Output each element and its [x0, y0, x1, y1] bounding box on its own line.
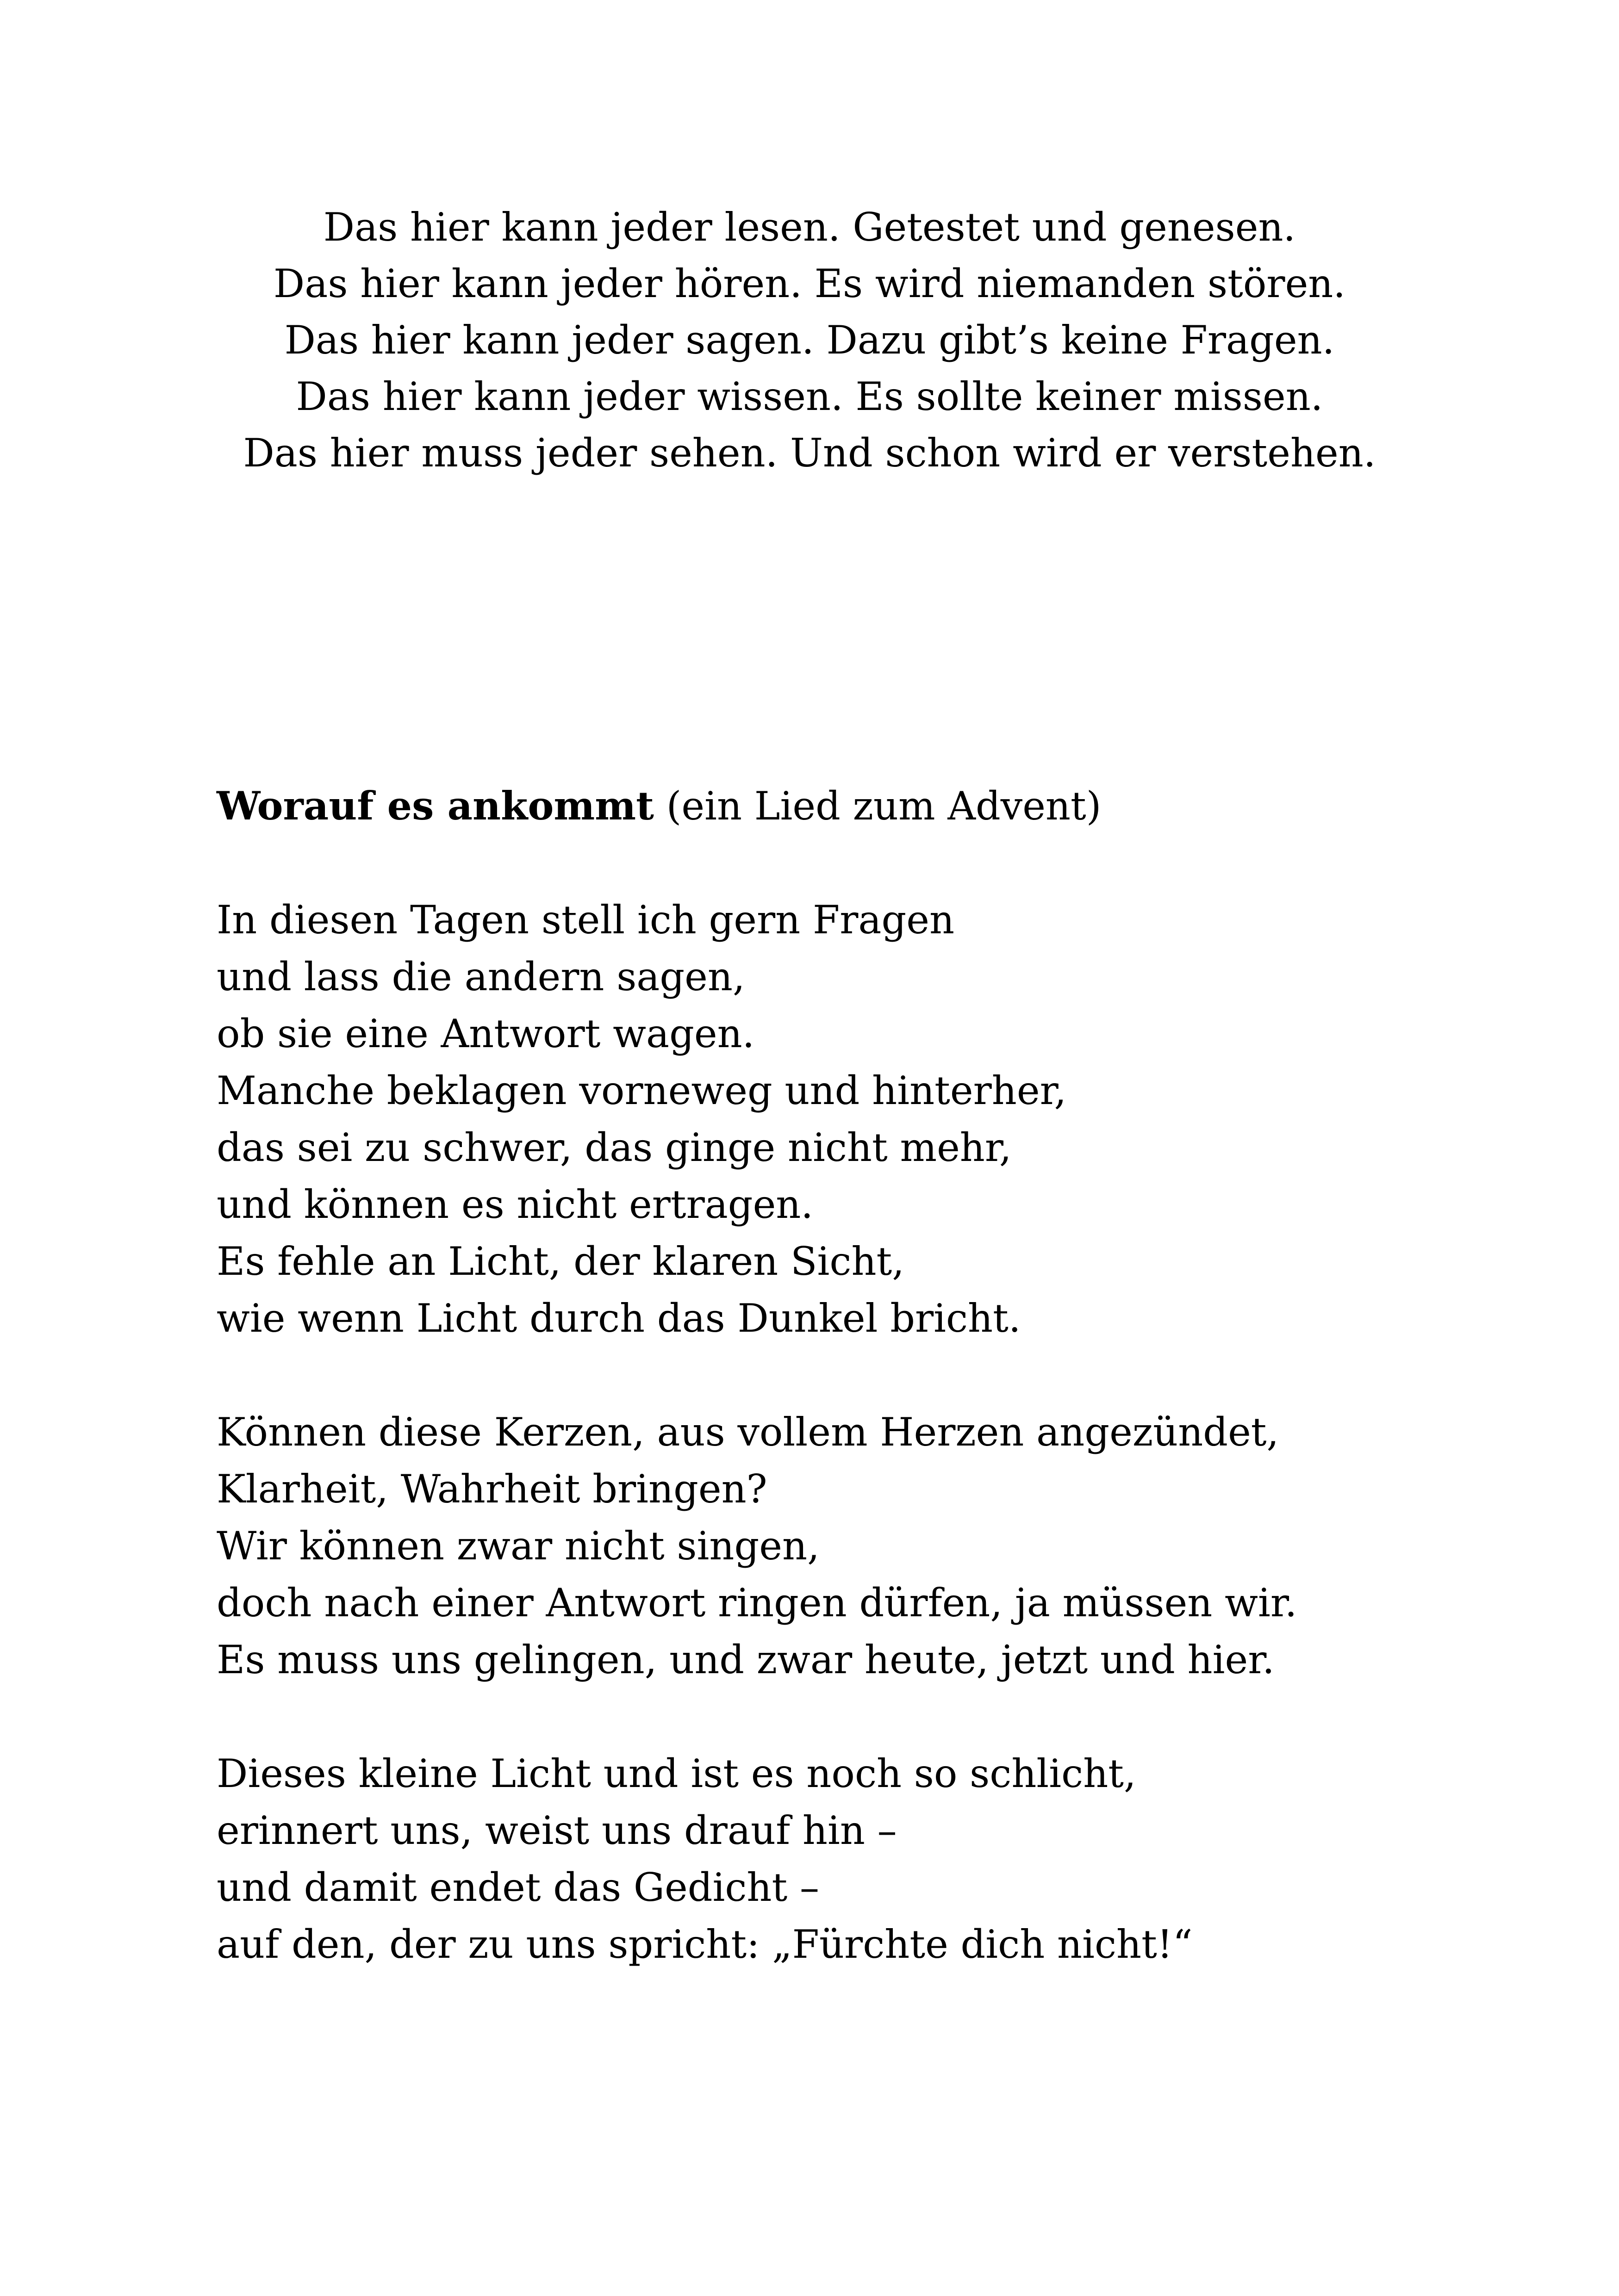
- poem-line: Dieses kleine Licht und ist es noch so schlicht,: [217, 1751, 1136, 1796]
- poem-line: das sei zu schwer, das ginge nicht mehr,: [217, 1125, 1012, 1170]
- poem-line: Es muss uns gelingen, und zwar heute, jetzt und hier.: [217, 1637, 1275, 1682]
- intro-line: Das hier kann jeder sagen. Dazu gibt’s keine Fragen.: [284, 317, 1335, 363]
- poem-line: erinnert uns, weist uns drauf hin –: [217, 1808, 897, 1853]
- intro-line: Das hier kann jeder lesen. Getestet und genesen.: [323, 205, 1296, 250]
- poem-line: Manche beklagen vorneweg und hinterher,: [217, 1068, 1067, 1113]
- poem-line: ob sie eine Antwort wagen.: [217, 1011, 755, 1056]
- poem-subtitle: (ein Lied zum Advent): [666, 783, 1102, 829]
- poem-line: Es fehle an Licht, der klaren Sicht,: [217, 1239, 904, 1284]
- poem-line: auf den, der zu uns spricht: „Fürchte dich nicht!“: [217, 1922, 1193, 1967]
- poem-line: Klarheit, Wahrheit bringen?: [217, 1466, 767, 1512]
- poem-line: doch nach einer Antwort ringen dürfen, ja müssen wir.: [217, 1580, 1297, 1626]
- intro-line: Das hier kann jeder wissen. Es sollte keiner missen.: [296, 374, 1323, 419]
- poem-title: Worauf es ankommt: [217, 783, 654, 829]
- stanza-2: [217, 1404, 1466, 1688]
- poem-line: und lass die andern sagen,: [217, 954, 745, 999]
- poem: [217, 777, 1466, 1973]
- poem-line: In diesen Tagen stell ich gern Fragen: [217, 897, 955, 943]
- intro-line: Das hier kann jeder hören. Es wird niemanden stören.: [273, 261, 1346, 306]
- poem-line: und damit endet das Gedicht –: [217, 1865, 819, 1910]
- poem-heading: [217, 777, 1466, 835]
- stanza-3: [217, 1745, 1466, 1973]
- poem-line: wie wenn Licht durch das Dunkel bricht.: [217, 1296, 1021, 1341]
- poem-line: Wir können zwar nicht singen,: [217, 1523, 820, 1569]
- poem-line: Können diese Kerzen, aus vollem Herzen angezündet,: [217, 1409, 1279, 1455]
- intro-verse: [0, 199, 1619, 481]
- intro-line: Das hier muss jeder sehen. Und schon wird er verstehen.: [243, 430, 1376, 476]
- stanza-1: [217, 892, 1466, 1347]
- poem-line: und können es nicht ertragen.: [217, 1182, 814, 1227]
